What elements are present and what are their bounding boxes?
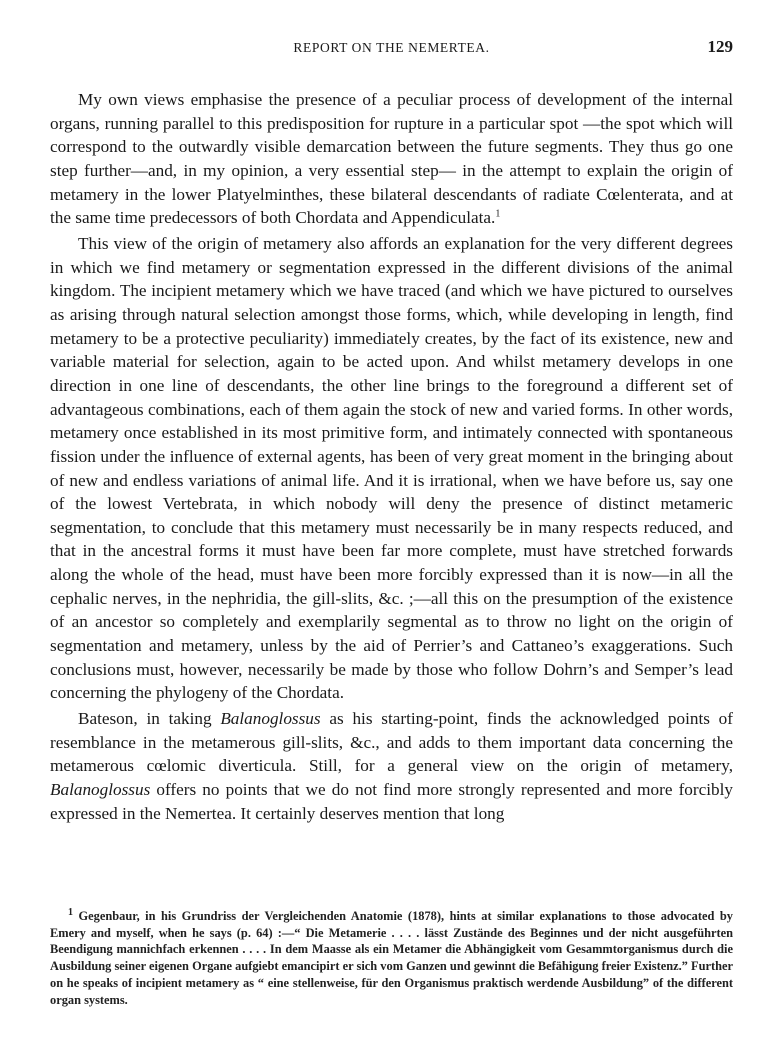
paragraph-text: as his starting-point, finds the acknowledged points of resemblance in the metamerous gill-slits, &c., and adds to them important data concerning the metamerous cœlomic diverticula. Still, for a general view on the origin of metamery, — [50, 709, 733, 776]
running-title: REPORT ON THE NEMERTEA. — [293, 40, 490, 55]
footnote-reference[interactable]: 1 — [495, 208, 501, 220]
paragraph-text: My own views emphasise the presence of a peculiar process of development of the internal organs, running parallel to this predisposition for rupture in a particular spot —the spot which will correspond to the outwardly visible demarcation between the future segments. They thus go one step further—and, in my opinion, a very essential step— in the attempt to explain the origin of metamery in the lower Platyelminthes, these bilateral descendants of radiate Cœlenterata, and at the same time predecessors of both Chordata and Appendiculata. — [50, 90, 733, 228]
taxon-name: Balanoglossus — [50, 780, 151, 800]
footnote-text: Gegenbaur, in his Grundriss der Vergleichenden Anatomie (1878), hints at similar explanations to those advocated by Emery and myself, when he says (p. 64) :—“ Die Metamerie . . . . lässt Zustände des Beginnes und der nicht ausgeführten Beendigung mannichfach erkennen . . . . In dem Maasse als ein Metamer die Abhängigkeit vom Gesammtorganismus durch die Ausbildung seiner eigenen Organe aufgiebt emancipirt er sich vom Ganzen und gewinnt die Befähigung freier Existenz.” Further on he speaks of incipient metamery as “ eine stellenweise, für den Organismus praktisch werdende Ausbildung” of the different organ systems. — [50, 909, 733, 1007]
paragraph-1 — [50, 88, 733, 230]
paragraph-text: offers no points that we do not find more strongly represented and more forcibly expressed in the Nemertea. It certainly deserves mention that long — [50, 780, 733, 823]
page-header — [50, 37, 733, 64]
paragraph-2 — [50, 232, 733, 705]
body-text — [50, 88, 733, 825]
paragraph-text: Bateson, in taking — [78, 709, 221, 729]
paragraph-3 — [50, 707, 733, 825]
taxon-name: Balanoglossus — [220, 709, 321, 729]
footnotes — [50, 908, 733, 1008]
page-number: 129 — [707, 37, 733, 56]
footnote-1 — [50, 908, 733, 1008]
footnote-marker: 1 — [68, 906, 73, 918]
paragraph-text: This view of the origin of metamery also affords an explanation for the very different degrees in which we find metamery or segmentation expressed in the different divisions of the animal kingdom. The incipient metamery which we have traced (and which we have pictured to ourselves as arising through natural selection amongst those forms, which, while developing in length, find metamery to be a protective peculiarity) immediately creates, by the fact of its existence, new and variable material for selection, again to be acted upon. And whilst metamery develops in one direction in one line of descendants, the other line brings to the foreground a different set of advantageous combinations, each of them again the stock of new and varied forms. In other words, metamery once established in its most primitive form, and intimately connected with spontaneous fission under the influence of external agents, has been of very great moment in the bringing about of new and endless variations of animal life. And it is irrational, when we have before us, say one of the lowest Vertebrata, in which nobody will deny the presence of distinct metameric segmentation, to conclude that this metamery must necessarily be in many respects reduced, and that in the ancestral forms it must have been far more complete, must have stretched forwards along the whole of the head, must have been more forcibly expressed than it is now—in all the cephalic nerves, in the nephridia, the gill-slits, &c. ;—all this on the presumption of the existence of an ancestor so completely and exemplarily segmental as to throw no light on the origin of segmentation and metamery, unless by the aid of Perrier’s and Cattaneo’s exaggerations. Such conclusions must, however, necessarily be made by those who follow Dohrn’s and Semper’s lead concerning the phylogeny of the Chordata. — [50, 233, 733, 703]
